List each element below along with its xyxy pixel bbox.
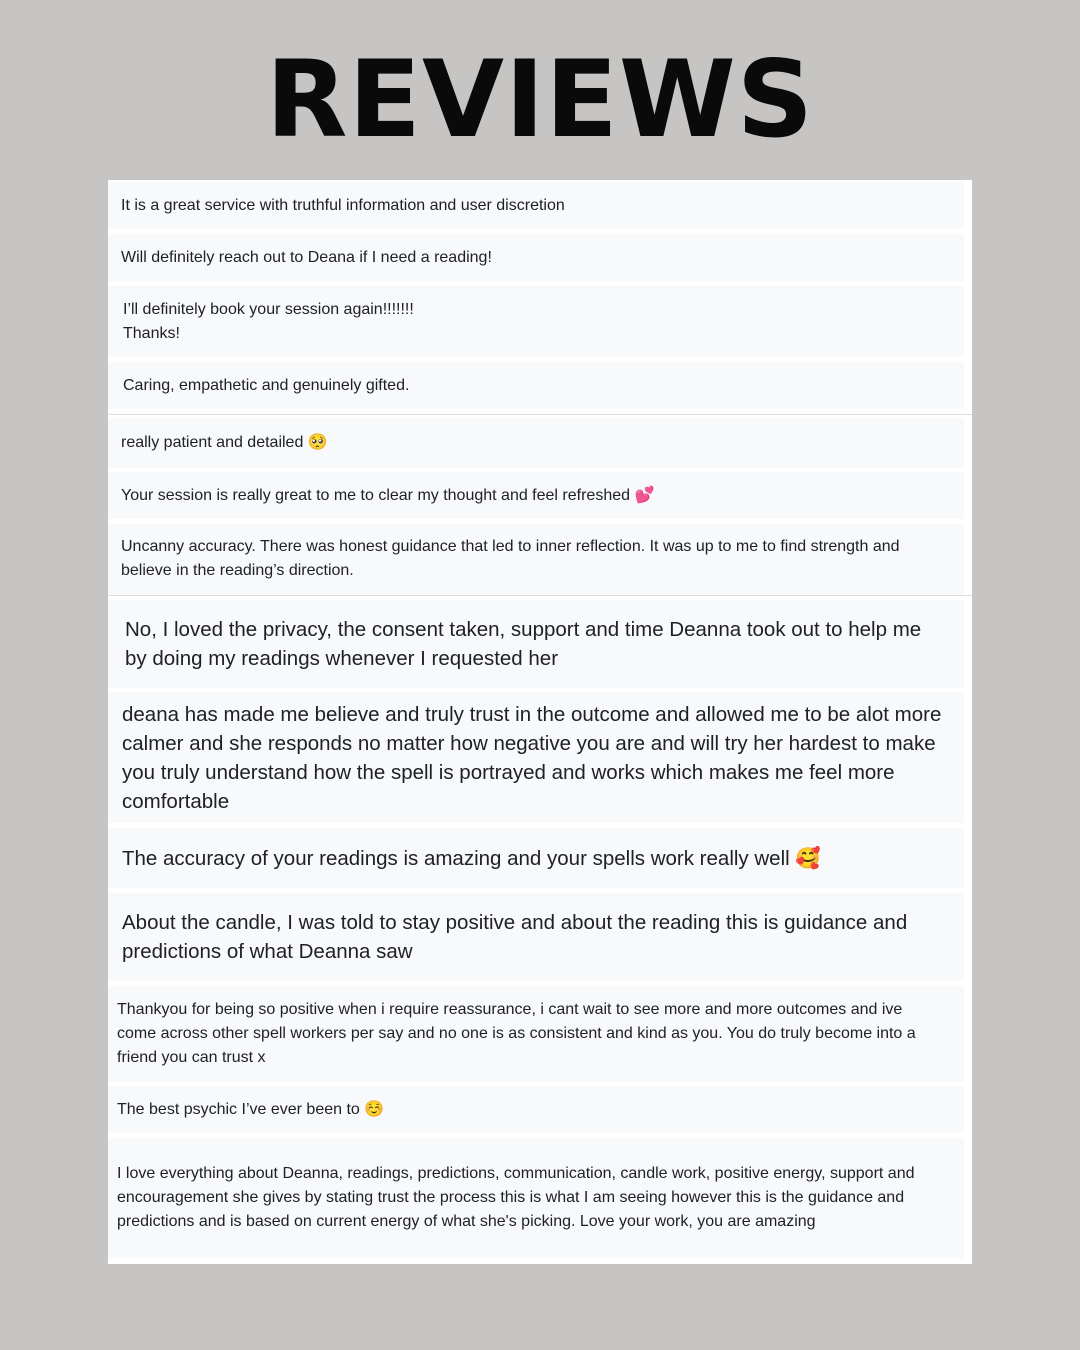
review-card: About the candle, I was told to stay positive and about the reading this is guidance and predictions of what Deanna saw	[108, 893, 964, 981]
review-card: The best psychic I’ve ever been to ☺️	[108, 1086, 964, 1133]
review-card: deana has made me believe and truly trust in the outcome and allowed me to be alot more calmer and she responds no matter how negative you are and will try her hardest to make you truly understand how the spell is portrayed and works which makes me feel more comfortable	[108, 692, 964, 823]
review-card: Your session is really great to me to clear my thought and feel refreshed 💕	[108, 472, 964, 519]
review-card: Will definitely reach out to Deana if I need a reading!	[108, 234, 964, 281]
review-card: Thankyou for being so positive when i require reassurance, i cant wait to see more and more outcomes and ive come across other spell workers per say and no one is as consistent and kind as you. You do truly become into a friend you can trust x	[108, 986, 964, 1082]
review-card: No, I loved the privacy, the consent taken, support and time Deanna took out to help me by doing my readings whenever I requested her	[108, 600, 964, 688]
reviews-panel	[108, 180, 972, 1264]
review-card: Caring, empathetic and genuinely gifted.	[108, 362, 964, 409]
review-card: I’ll definitely book your session again!!!!!!! Thanks!	[108, 286, 964, 357]
page-title: REVIEWS	[265, 38, 815, 161]
review-card: Uncanny accuracy. There was honest guidance that led to inner reflection. It was up to me to find strength and believe in the reading’s direction.	[108, 524, 964, 594]
review-card: It is a great service with truthful information and user discretion	[108, 182, 964, 229]
divider	[108, 414, 972, 415]
review-card: The accuracy of your readings is amazing and your spells work really well 🥰	[108, 828, 964, 888]
review-card: really patient and detailed 🥺	[108, 418, 964, 468]
review-card: I love everything about Deanna, readings, predictions, communication, candle work, positive energy, support and encouragement she gives by stating trust the process this is what I am seeing however this is the guidance and predictions and is based on current energy of what she's picking. Love your work, you are amazing	[108, 1138, 964, 1258]
divider	[108, 595, 972, 596]
